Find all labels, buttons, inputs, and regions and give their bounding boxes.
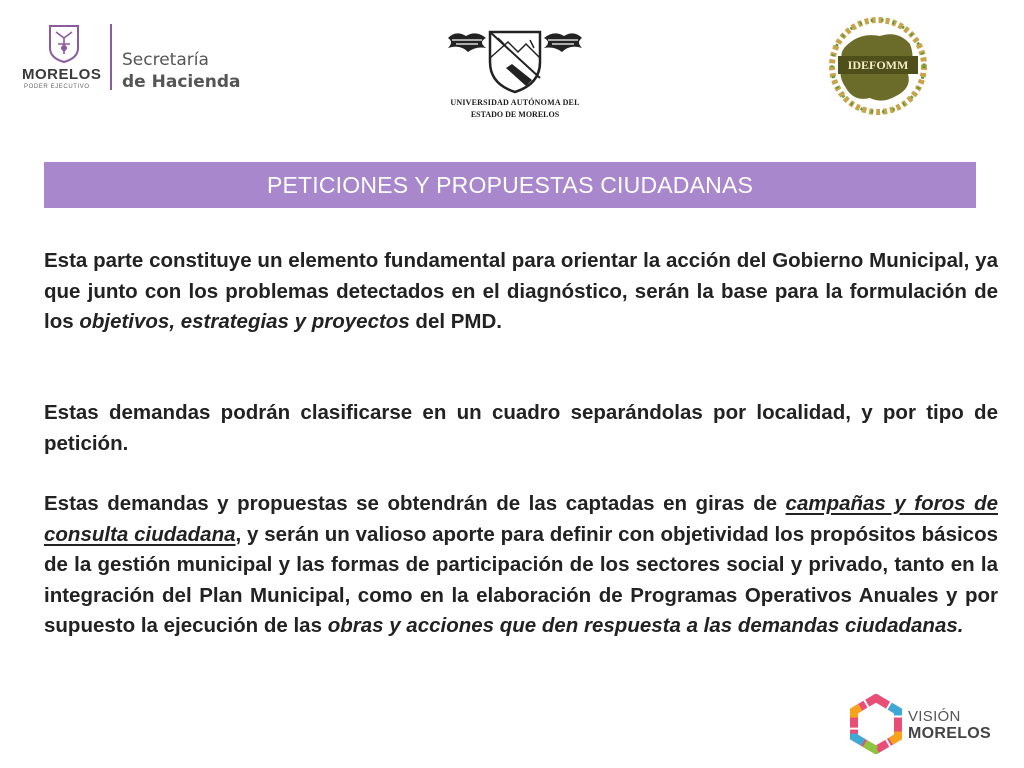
morelos-label: MORELOS [908,725,991,742]
morelos-crest-icon [46,24,82,64]
vision-label: VISIÓN [908,708,961,725]
paragraph-3-text-a: Estas demandas y propuestas se obtendrán de las captadas en giras de [44,492,786,515]
secretaria-label: Secretaría [122,50,209,70]
vision-hexagon-icon [846,694,906,754]
idefomm-map-icon [816,16,940,116]
paragraph-1 [44,246,998,338]
vision-morelos-logo [846,694,1006,756]
uaem-logo [440,28,590,120]
idefomm-logo [816,16,940,116]
page-title: PETICIONES Y PROPUESTAS CIUDADANAS [266,171,754,198]
uaem-name-line1: UNIVERSIDAD AUTÓNOMA DEL [450,98,580,107]
morelos-subname: PODER EJECUTIVO [24,84,90,90]
hacienda-label: de Hacienda [122,72,241,92]
logo-divider [110,24,112,90]
paragraph-2-text: Estas demandas podrán clasificarse en un cuadro separándolas por localidad, y por tipo de petición. [44,401,998,455]
paragraph-1-italic: objetivos, estrategias y proyectos [79,310,410,333]
paragraph-1-text-b: del PMD. [409,310,502,333]
uaem-crest-icon [446,28,584,94]
paragraph-1-text-a: Esta parte constituye un elemento fundamental para orientar la acción del Gobierno Municipal, ya que junto con los problemas detectados en el diagnóstico, serán la base para la formulación de los [44,249,998,333]
paragraph-3-underlined: campañas y foros de consulta ciudadana [44,492,998,546]
morelos-name: MORELOS [22,66,102,83]
title-banner [44,162,976,208]
idefomm-name: IDEFOMM [847,58,909,72]
uaem-name-line2: ESTADO DE MORELOS [470,110,560,119]
paragraph-3-text-b: , y serán un valioso aporte para definir con objetividad los propósitos básicos de la gestión municipal y las formas de participación de los sectores social y privado, tanto en la integración del Plan Municipal, como en la elaboración de Programas Operativos Anuales y por supuesto la ejecución de las [44,522,998,637]
paragraph-2 [44,398,998,459]
paragraph-3-italic: obras y acciones que den respuesta a las demandas ciudadanas. [327,614,964,637]
paragraph-3 [44,489,998,642]
morelos-hacienda-logo [18,22,248,94]
